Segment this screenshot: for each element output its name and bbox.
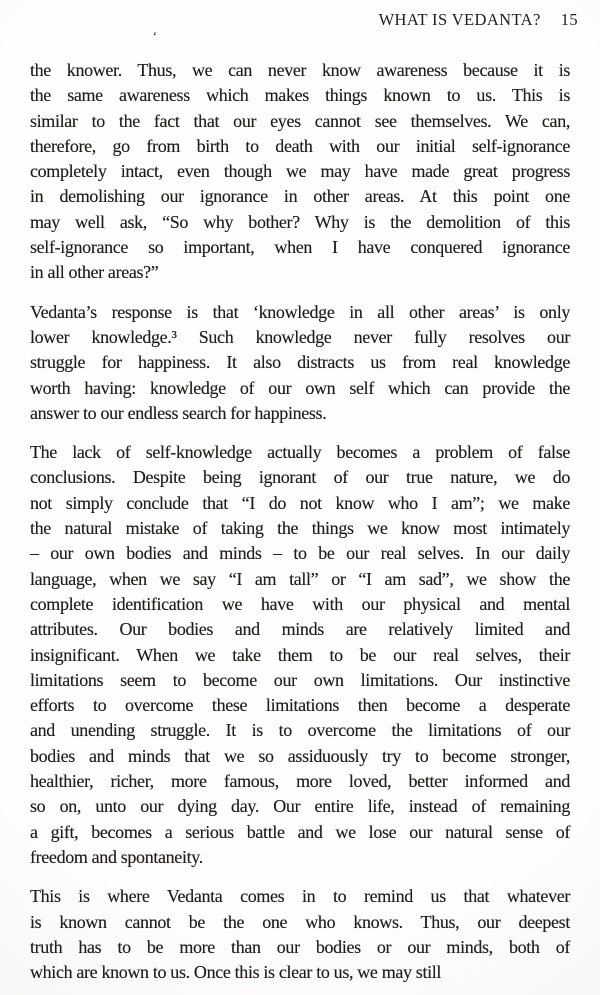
text-line: healthier, richer, more famous, more loved, better informed and	[30, 771, 570, 792]
text-line: similar to the fact that our eyes cannot see themselves. We can,	[30, 110, 570, 131]
paragraph	[30, 300, 570, 426]
paragraph	[30, 884, 570, 985]
scan-artifact-mark: ‘	[151, 29, 158, 46]
text-line: lower knowledge.³ Such knowledge never fully resolves our	[30, 326, 570, 347]
text-line: completely intact, even though we may have made great progress	[30, 161, 570, 182]
text-line: so on, unto our dying day. Our entire life, instead of remaining	[30, 796, 570, 817]
paragraph	[30, 58, 570, 286]
text-line: struggle for happiness. It also distracts us from real knowledge	[30, 352, 570, 373]
text-line: answer to our endless search for happiness.	[30, 402, 327, 423]
text-line: the knower. Thus, we can never know awareness because it is	[30, 60, 570, 80]
text-line: insignificant. When we take them to be our real selves, their	[30, 644, 570, 665]
page-body	[30, 58, 570, 985]
text-line: may well ask, “So why bother? Why is the demolition of this	[30, 211, 570, 232]
text-line: – our own bodies and minds – to be our real selves. In our daily	[30, 543, 570, 564]
text-line: efforts to overcome these limitations then become a desperate	[30, 695, 570, 716]
chapter-title: WHAT IS VEDANTA?	[378, 10, 541, 29]
text-line: worth having: knowledge of our own self which can provide the	[30, 377, 570, 398]
text-line: The lack of self-knowledge actually becomes a problem of false	[30, 442, 570, 463]
page-number: 15	[560, 10, 578, 29]
text-line: self-ignorance so important, when I have conquered ignorance	[30, 237, 570, 258]
text-line: Vedanta’s response is that ‘knowledge in all other areas’ is only	[30, 301, 570, 322]
text-line: limitations seem to become our own limitations. Our instinctive	[30, 669, 570, 690]
text-line: bodies and minds that we so assiduously try to become stronger,	[30, 745, 570, 766]
text-line: a gift, becomes a serious battle and we lose our natural sense of	[30, 821, 570, 842]
text-line: attributes. Our bodies and minds are relatively limited and	[30, 619, 570, 640]
text-line: which are known to us. Once this is clear to us, we may still	[30, 962, 442, 983]
text-line: truth has to be more than our bodies or our minds, both of	[30, 936, 570, 957]
text-line: complete identification we have with our physical and mental	[30, 593, 570, 614]
text-line: not simply conclude that “I do not know who I am”; we make	[30, 492, 570, 513]
text-line: conclusions. Despite being ignorant of our true nature, we do	[30, 467, 570, 488]
text-line: freedom and spontaneity.	[30, 846, 203, 867]
text-line: and unending struggle. It is to overcome the limitations of our	[30, 720, 570, 741]
paragraph	[30, 440, 570, 870]
running-header	[0, 0, 600, 30]
text-line: language, when we say “I am tall” or “I am sad”, we show the	[30, 568, 570, 589]
text-line: the natural mistake of taking the things we know most intimately	[30, 518, 570, 539]
text-line: in all other areas?”	[30, 262, 159, 283]
text-line: therefore, go from birth to death with our initial self-ignorance	[30, 135, 570, 156]
text-line: This is where Vedanta comes in to remind us that whatever	[30, 886, 570, 907]
text-line: the same awareness which makes things known to us. This is	[30, 85, 570, 106]
text-line: is known cannot be the one who knows. Thus, our deepest	[30, 911, 570, 932]
text-line: in demolishing our ignorance in other areas. At this point one	[30, 186, 570, 207]
